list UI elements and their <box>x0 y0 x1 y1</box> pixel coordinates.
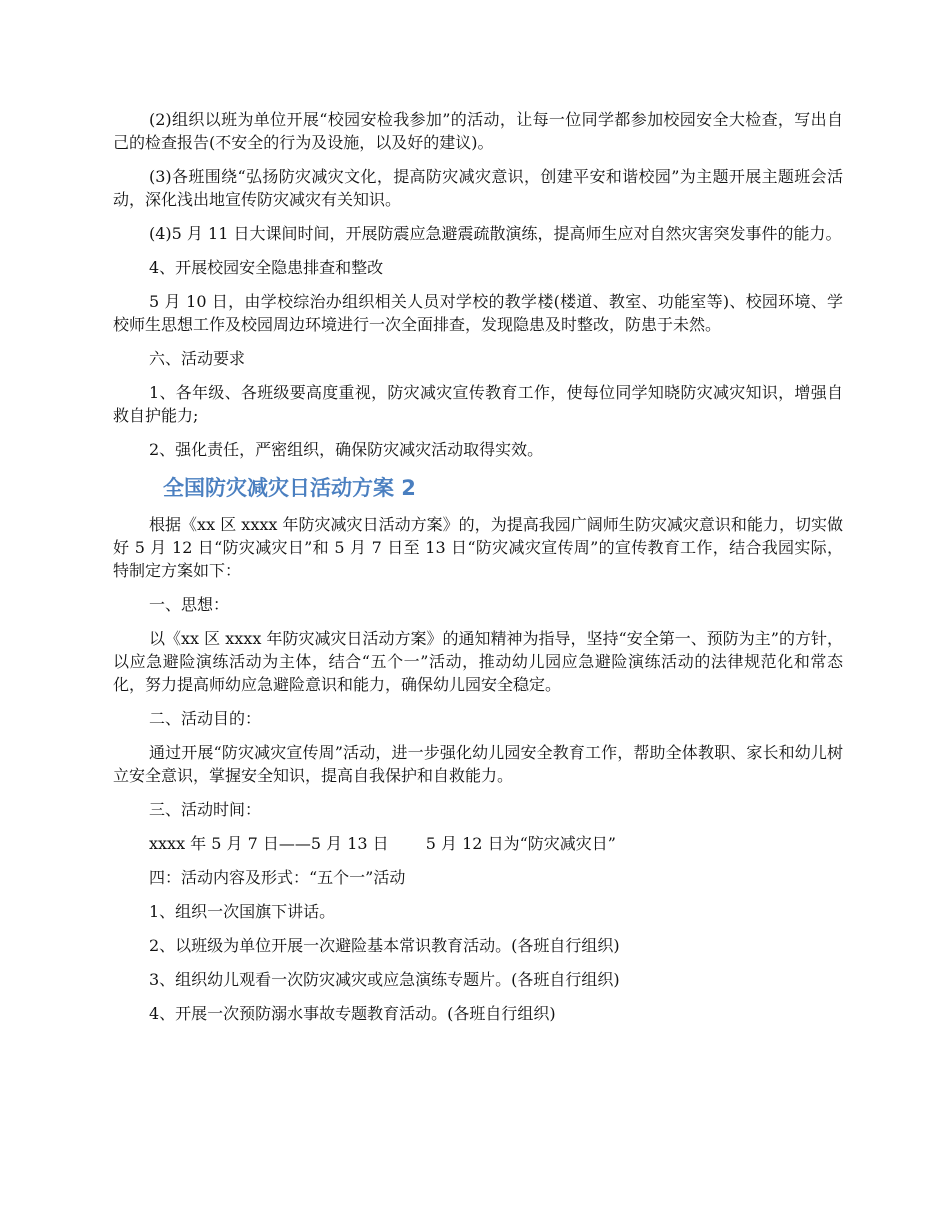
paragraph-intro: 根据《xx 区 xxxx 年防灾减灾日活动方案》的，为提高我园广阔师生防灾减灾意识和能力，切实做好 5 月 12 日“防灾减灾日”和 5 月 7 日至 13 日“防灾减灾宣传周”的宣传教育工作，结合我园实际，特制定方案如下： <box>113 515 843 580</box>
paragraph-inspection: 5 月 10 日，由学校综治办组织相关人员对学校的教学楼(楼道、教室、功能室等)、校园环境、学校师生思想工作及校园周边环境进行一次全面排查，发现隐患及时整改，防患于未然。 <box>113 292 843 334</box>
paragraph-section-6-heading: 六、活动要求 <box>149 349 246 368</box>
paragraph-content-2: 2、以班级为单位开展一次避险基本常识教育活动。(各班自行组织) <box>149 936 620 955</box>
paragraph-content-3: 3、组织幼儿观看一次防灾减灾或应急演练专题片。(各班自行组织) <box>149 970 620 989</box>
paragraph-purpose: 通过开展“防灾减灾宣传周”活动，进一步强化幼儿园安全教育工作，帮助全体教职、家长和幼儿树立安全意识，掌握安全知识，提高自我保护和自救能力。 <box>113 743 843 785</box>
paragraph-time: xxxx 年 5 月 7 日——5 月 13 日 5 月 12 日为“防灾减灾日” <box>149 834 616 853</box>
document-body <box>113 108 843 1036</box>
paragraph-activity-3: (3)各班围绕“弘扬防灾减灾文化，提高防灾减灾意识，创建平安和谐校园”为主题开展主题班会活动，深化浅出地宣传防灾减灾有关知识。 <box>113 167 843 209</box>
paragraph-item-4-heading: 4、开展校园安全隐患排查和整改 <box>149 258 384 277</box>
paragraph-content-4: 4、开展一次预防溺水事故专题教育活动。(各班自行组织) <box>149 1004 556 1023</box>
paragraph-content-1: 1、组织一次国旗下讲话。 <box>149 902 336 921</box>
paragraph-thought-heading: 一、思想： <box>149 595 230 614</box>
paragraph-requirement-2: 2、强化责任，严密组织，确保防灾减灾活动取得实效。 <box>149 440 544 459</box>
paragraph-purpose-heading: 二、活动目的： <box>149 709 262 728</box>
paragraph-content-heading: 四：活动内容及形式：“五个一”活动 <box>149 868 406 887</box>
paragraph-time-heading: 三、活动时间： <box>149 800 262 819</box>
paragraph-activity-2: (2)组织以班为单位开展“校园安检我参加”的活动，让每一位同学都参加校园安全大检查，写出自己的检查报告(不安全的行为及设施，以及好的建议)。 <box>113 110 843 152</box>
section-heading: 全国防灾减灾日活动方案 2 <box>163 476 416 500</box>
paragraph-requirement-1: 1、各年级、各班级要高度重视，防灾减灾宣传教育工作，使每位同学知晓防灾减灾知识，增强自救自护能力; <box>113 383 843 425</box>
paragraph-thought: 以《xx 区 xxxx 年防灾减灾日活动方案》的通知精神为指导，坚持“安全第一、预防为主”的方针，以应急避险演练活动为主体，结合“五个一”活动，推动幼儿园应急避险演练活动的法律规范化和常态化，努力提高师幼应急避险意识和能力，确保幼儿园安全稳定。 <box>113 629 843 694</box>
paragraph-activity-4: (4)5 月 11 日大课间时间，开展防震应急避震疏散演练，提高师生应对自然灾害突发事件的能力。 <box>149 224 842 243</box>
